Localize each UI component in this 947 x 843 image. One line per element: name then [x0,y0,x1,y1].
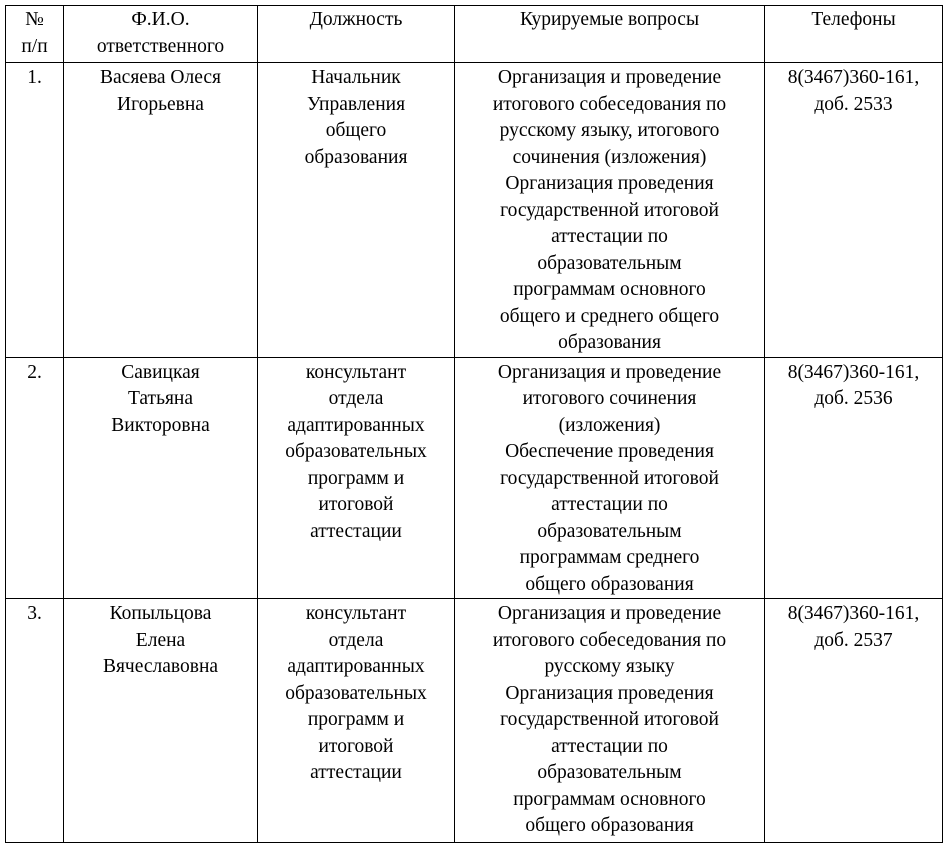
header-topics: Курируемые вопросы [455,6,765,63]
header-row [6,6,943,63]
responsible-position: Начальник Управления общего образования [258,63,455,358]
responsible-phone: 8(3467)360-161, доб. 2537 [765,599,943,843]
header-position: Должность [258,6,455,63]
table-row [6,357,943,599]
table-row [6,599,943,843]
responsible-topics: Организация и проведение итогового сочинения (изложения) Обеспечение проведения государственной итоговой аттестации по образовательным программам среднего общего образования [455,357,765,599]
row-number: 3. [6,599,64,843]
responsible-name: Копыльцова Елена Вячеславовна [64,599,258,843]
header-full-name: Ф.И.О. ответственного [64,6,258,63]
responsibles-table [5,5,943,843]
responsible-phone: 8(3467)360-161, доб. 2536 [765,357,943,599]
responsible-phone: 8(3467)360-161, доб. 2533 [765,63,943,358]
responsible-position: консультант отдела адаптированных образовательных программ и итоговой аттестации [258,599,455,843]
row-number: 2. [6,357,64,599]
responsible-topics: Организация и проведение итогового собеседования по русскому языку, итогового сочинения (изложения) Организация проведения государственной итоговой аттестации по образовательным программам основного общего и среднего общего образования [455,63,765,358]
table-row [6,63,943,358]
responsible-name: Васяева Олеся Игорьевна [64,63,258,358]
responsible-position: консультант отдела адаптированных образовательных программ и итоговой аттестации [258,357,455,599]
header-number: № п/п [6,6,64,63]
responsible-topics: Организация и проведение итогового собеседования по русскому языку Организация проведения государственной итоговой аттестации по образовательным программам основного общего образования [455,599,765,843]
row-number: 1. [6,63,64,358]
header-phones: Телефоны [765,6,943,63]
responsible-name: Савицкая Татьяна Викторовна [64,357,258,599]
